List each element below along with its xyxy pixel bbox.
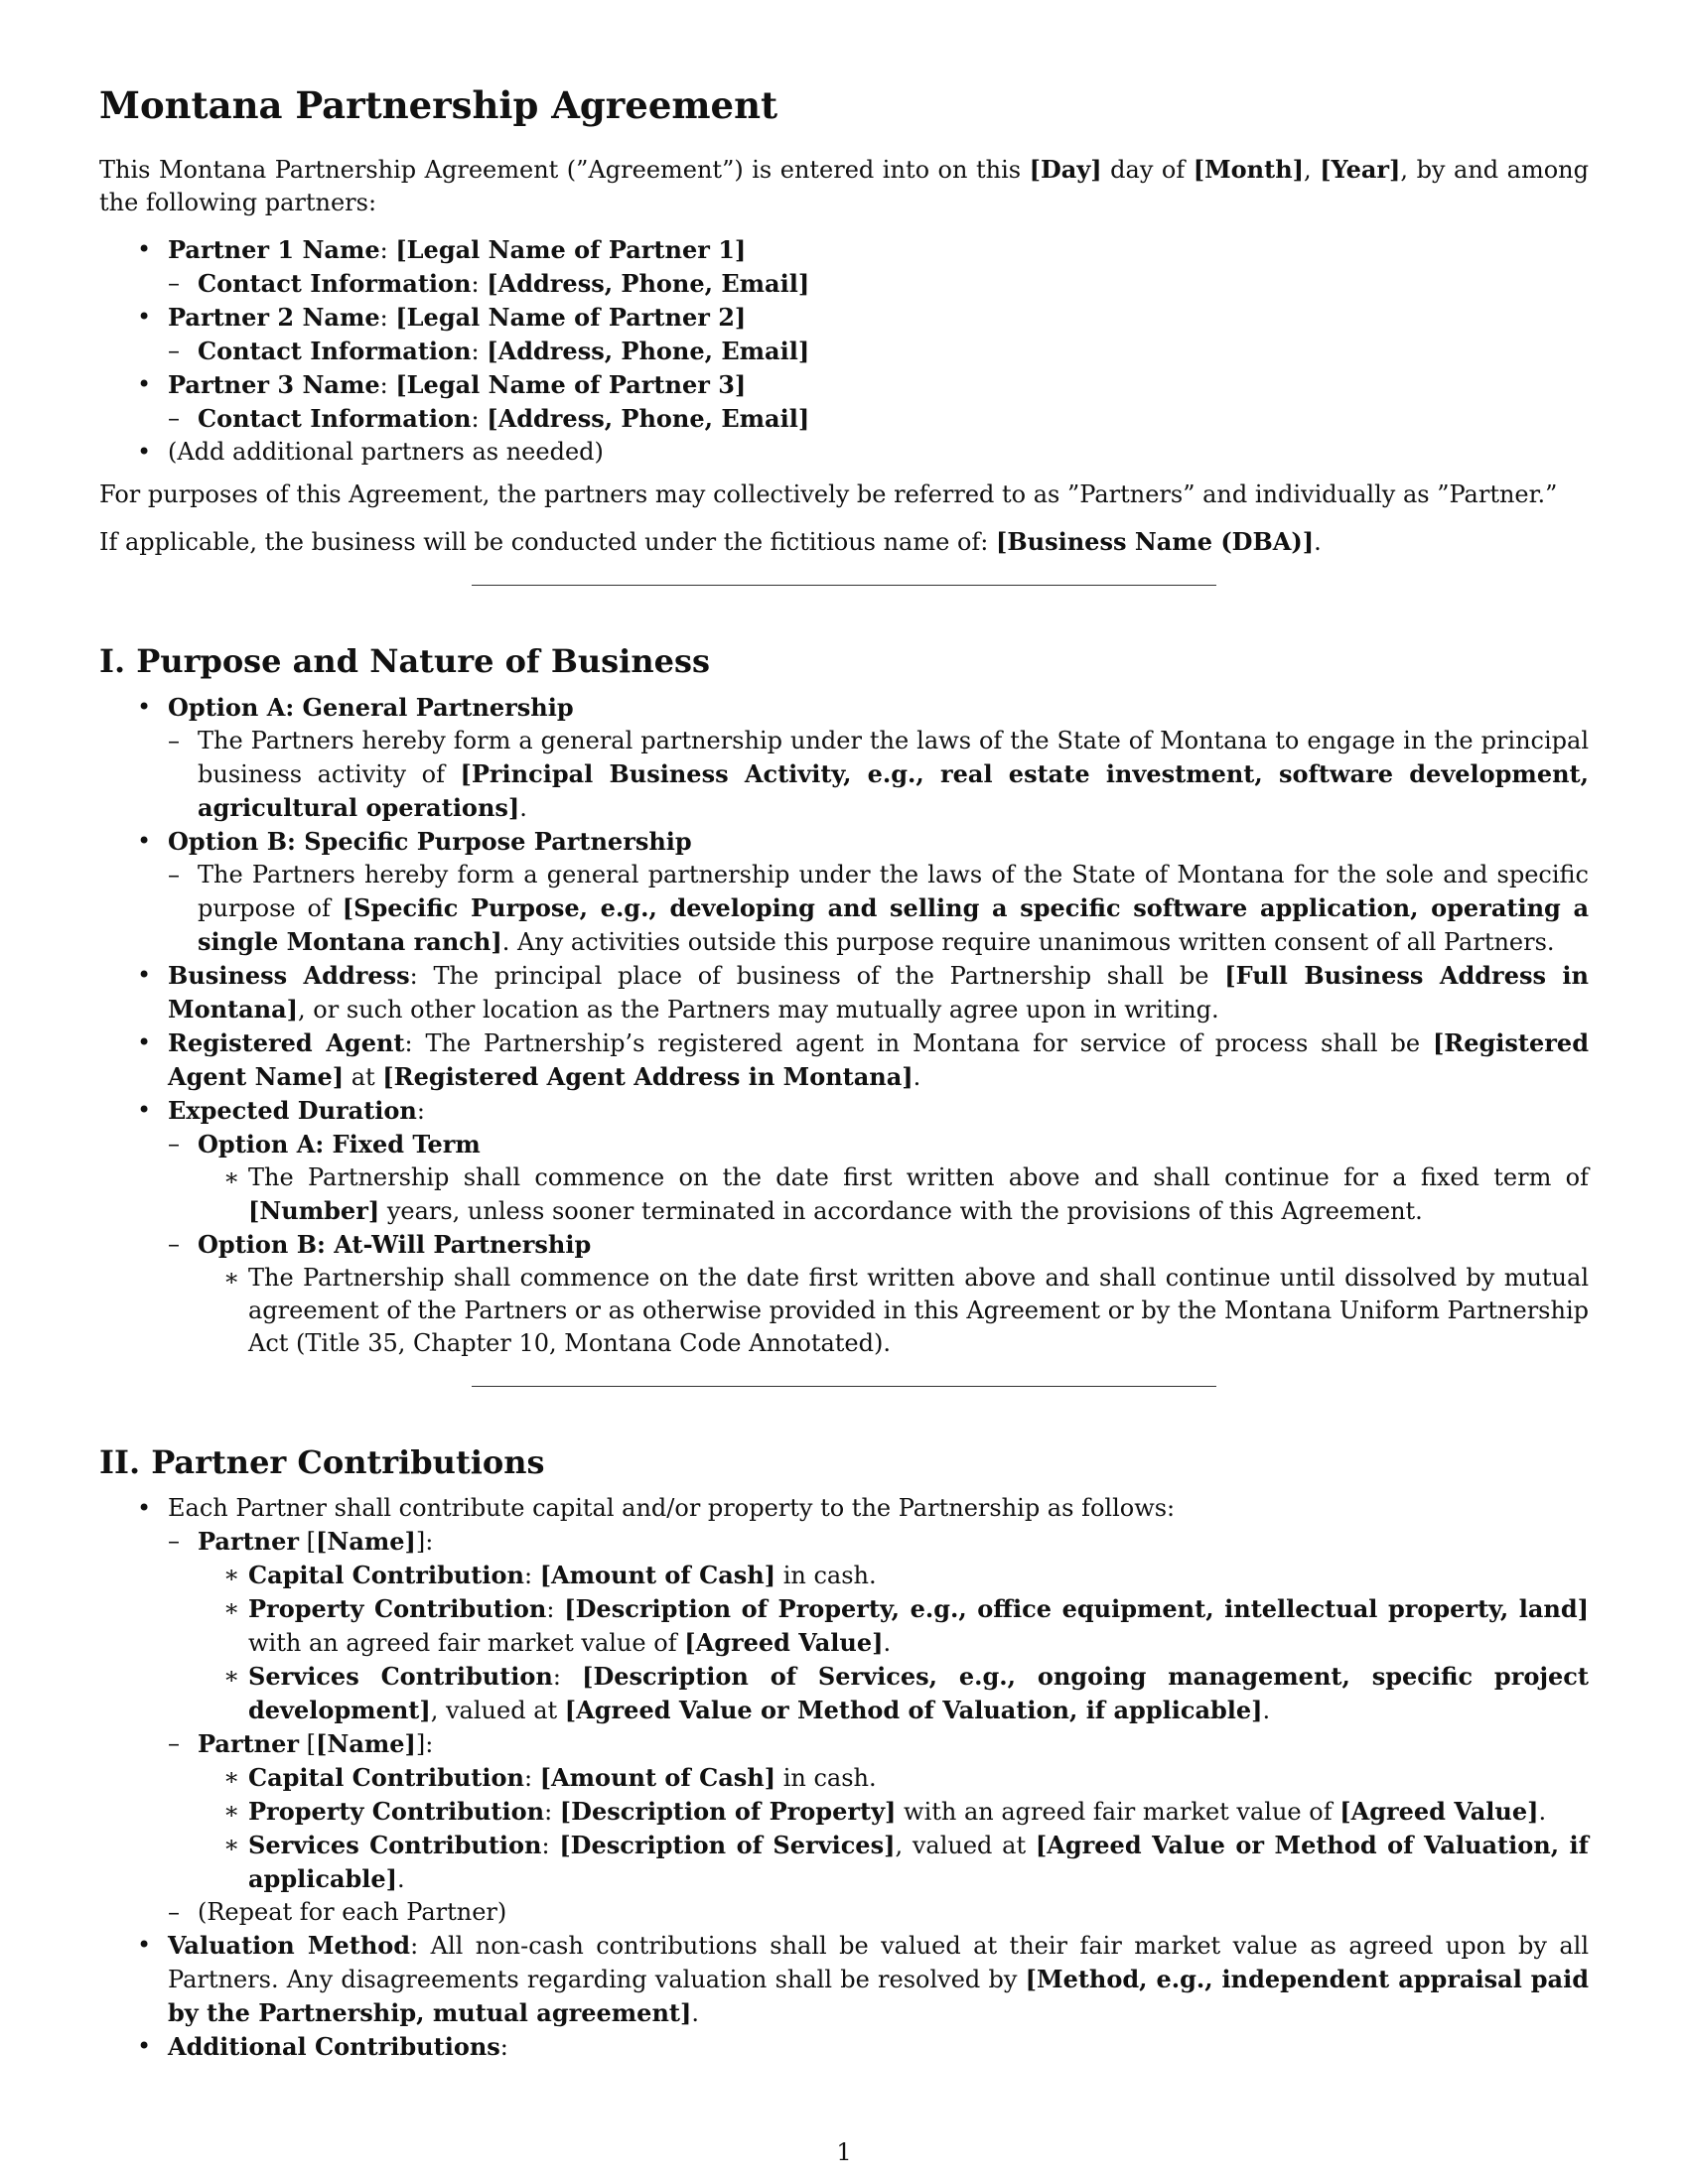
section-divider	[472, 585, 1216, 586]
list-item: – (Repeat for each Partner)	[168, 1896, 1589, 1929]
collective-note: For purposes of this Agreement, the partners may collectively be referred to as ”Partners” and individually as ”Partner.”	[99, 480, 1558, 508]
list-item: – The Partners hereby form a general partnership under the laws of the State of Montana to engage in the principal business activity of [Principal Business Activity, e.g., real estate investment, software development, agricultural operations].	[168, 725, 1589, 825]
partner-list	[99, 233, 1589, 469]
list-item: • Expected Duration: – Option A: Fixed Term ∗ The Partnership shall commence on the date first written above and shall continue for a fixed term of [Number] years, unless sooner terminated in accordance with the provisions of this Agreement. – Option B: At-Will Partnership ∗ The Partnership shall commence on the date first written above and shall continue until dissolved by mutual agreement of the Partners or as otherwise provided in this Agreement or by the Montana Uniform Partnership Act (Title 35, Chapter 10, Montana Code Annotated).	[99, 1094, 1589, 1360]
list-item: • Partner 2 Name: [Legal Name of Partner 2] – Contact Information: [Address, Phone, Email]	[99, 301, 1589, 368]
month-placeholder: [Month]	[1193, 155, 1305, 184]
list-item: – Contact Information: [Address, Phone, Email]	[168, 402, 1589, 436]
list-item: • Registered Agent: The Partnership’s registered agent in Montana for service of process shall be [Registered Agent Name] at [Registered Agent Address in Montana].	[99, 1026, 1589, 1094]
dba-paragraph: If applicable, the business will be conducted under the fictitious name of: [Business Name (DBA)].	[99, 527, 1322, 556]
list-item: • (Add additional partners as needed)	[99, 436, 1589, 469]
list-item: • Business Address: The principal place of business of the Partnership shall be [Full Business Address in Montana], or such other location as the Partners may mutually agree upon in writing.	[99, 959, 1589, 1026]
dba-placeholder: [Business Name (DBA)]	[996, 527, 1315, 556]
list-item: – Contact Information: [Address, Phone, Email]	[168, 267, 1589, 301]
intro-paragraph: This Montana Partnership Agreement (”Agreement”) is entered into on this [Day] day of [Month], [Year], by and among the following partners:	[99, 155, 1589, 216]
list-item: – Contact Information: [Address, Phone, Email]	[168, 335, 1589, 368]
list-item: • Additional Contributions:	[99, 2030, 1589, 2064]
section-divider	[472, 1386, 1216, 1387]
day-placeholder: [Day]	[1029, 155, 1102, 184]
list-item: ∗ The Partnership shall commence on the date first written above and shall continue until dissolved by mutual agreement of the Partners or as otherwise provided in this Agreement or by the Montana Uniform Partnership Act (Title 35, Chapter 10, Montana Code Annotated).	[198, 1262, 1589, 1360]
list-item: ∗ Property Contribution: [Description of Property] with an agreed fair market value of [Agreed Value].	[198, 1795, 1589, 1829]
list-item: – Partner [[Name]]: ∗ Capital Contribution: [Amount of Cash] in cash. ∗ Property Contribution: [Description of Property] with an agreed fair market value of [Agreed Value]. ∗ Services Contribution: [Description of Services], valued at [Agreed Value or Method of Valuation, if applicable].	[168, 1727, 1589, 1896]
list-item: – The Partners hereby form a general partnership under the laws of the State of Montana for the sole and specific purpose of [Specific Purpose, e.g., developing and selling a specific software application, operating a single Montana ranch]. Any activities outside this purpose require unanimous written consent of all Partners.	[168, 859, 1589, 959]
list-item: – Option B: At-Will Partnership ∗ The Partnership shall commence on the date first written above and shall continue until dissolved by mutual agreement of the Partners or as otherwise provided in this Agreement or by the Montana Uniform Partnership Act (Title 35, Chapter 10, Montana Code Annotated).	[168, 1228, 1589, 1360]
list-item: ∗ The Partnership shall commence on the date first written above and shall continue for a fixed term of [Number] years, unless sooner terminated in accordance with the provisions of this Agreement.	[198, 1161, 1589, 1228]
list-item: • Each Partner shall contribute capital and/or property to the Partnership as follows: – Partner [[Name]]: ∗ Capital Contribution: [Amount of Cash] in cash. ∗ Property Contribution: [Description of Property, e.g., office equipment, intellectual property, land] with an agreed fair market value of [Agreed Value]. ∗ Services Contribution: [Description of Services, e.g., ongoing management, specific project development], valued at [Agreed Value or Method of Valuation, if applicable]. – Partner [[Name]]: ∗ Capital Contribution: [Amount of Cash] in cash. ∗ Property Contribution: [Description of Property] with an agreed fair market value of [Agreed Value]. ∗ Services Contribution: [Description of Services], valued at [Agreed Value or Method of Valuation, if applicable]. – (Repeat for each Partner)	[99, 1492, 1589, 1929]
list-item: ∗ Property Contribution: [Description of Property, e.g., office equipment, intellectual property, land] with an agreed fair market value of [Agreed Value].	[198, 1592, 1589, 1660]
list-item: • Partner 1 Name: [Legal Name of Partner 1] – Contact Information: [Address, Phone, Email]	[99, 233, 1589, 301]
list-item: ∗ Capital Contribution: [Amount of Cash] in cash.	[198, 1559, 1589, 1592]
list-item: ∗ Capital Contribution: [Amount of Cash] in cash.	[198, 1761, 1589, 1795]
page-number: 1	[836, 2138, 852, 2166]
list-item: • Valuation Method: All non-cash contributions shall be valued at their fair market value as agreed upon by all Partners. Any disagreements regarding valuation shall be resolved by [Method, e.g., independent appraisal paid by the Partnership, mutual agreement].	[99, 1929, 1589, 2030]
list-item: ∗ Services Contribution: [Description of Services, e.g., ongoing management, specific project development], valued at [Agreed Value or Method of Valuation, if applicable].	[198, 1660, 1589, 1727]
document-title: Montana Partnership Agreement	[99, 83, 778, 127]
contributions-list	[99, 1492, 1589, 2064]
section-heading-contributions: II. Partner Contributions	[99, 1443, 545, 1481]
list-item: • Option B: Specific Purpose Partnership – The Partners hereby form a general partnership under the laws of the State of Montana for the sole and specific purpose of [Specific Purpose, e.g., developing and selling a specific software application, operating a single Montana ranch]. Any activities outside this purpose require unanimous written consent of all Partners.	[99, 825, 1589, 959]
list-item: – Partner [[Name]]: ∗ Capital Contribution: [Amount of Cash] in cash. ∗ Property Contribution: [Description of Property, e.g., office equipment, intellectual property, land] with an agreed fair market value of [Agreed Value]. ∗ Services Contribution: [Description of Services, e.g., ongoing management, specific project development], valued at [Agreed Value or Method of Valuation, if applicable].	[168, 1525, 1589, 1727]
list-item: – Option A: Fixed Term ∗ The Partnership shall commence on the date first written above and shall continue for a fixed term of [Number] years, unless sooner terminated in accordance with the provisions of this Agreement.	[168, 1128, 1589, 1228]
purpose-list	[99, 691, 1589, 1360]
list-item: • Partner 3 Name: [Legal Name of Partner 3] – Contact Information: [Address, Phone, Email]	[99, 368, 1589, 436]
list-item: • Option A: General Partnership – The Partners hereby form a general partnership under the laws of the State of Montana to engage in the principal business activity of [Principal Business Activity, e.g., real estate investment, software development, agricultural operations].	[99, 691, 1589, 825]
section-heading-purpose: I. Purpose and Nature of Business	[99, 642, 710, 680]
year-placeholder: [Year]	[1320, 155, 1401, 184]
list-item: ∗ Services Contribution: [Description of Services], valued at [Agreed Value or Method of Valuation, if applicable].	[198, 1829, 1589, 1896]
document-body	[99, 83, 1589, 2074]
